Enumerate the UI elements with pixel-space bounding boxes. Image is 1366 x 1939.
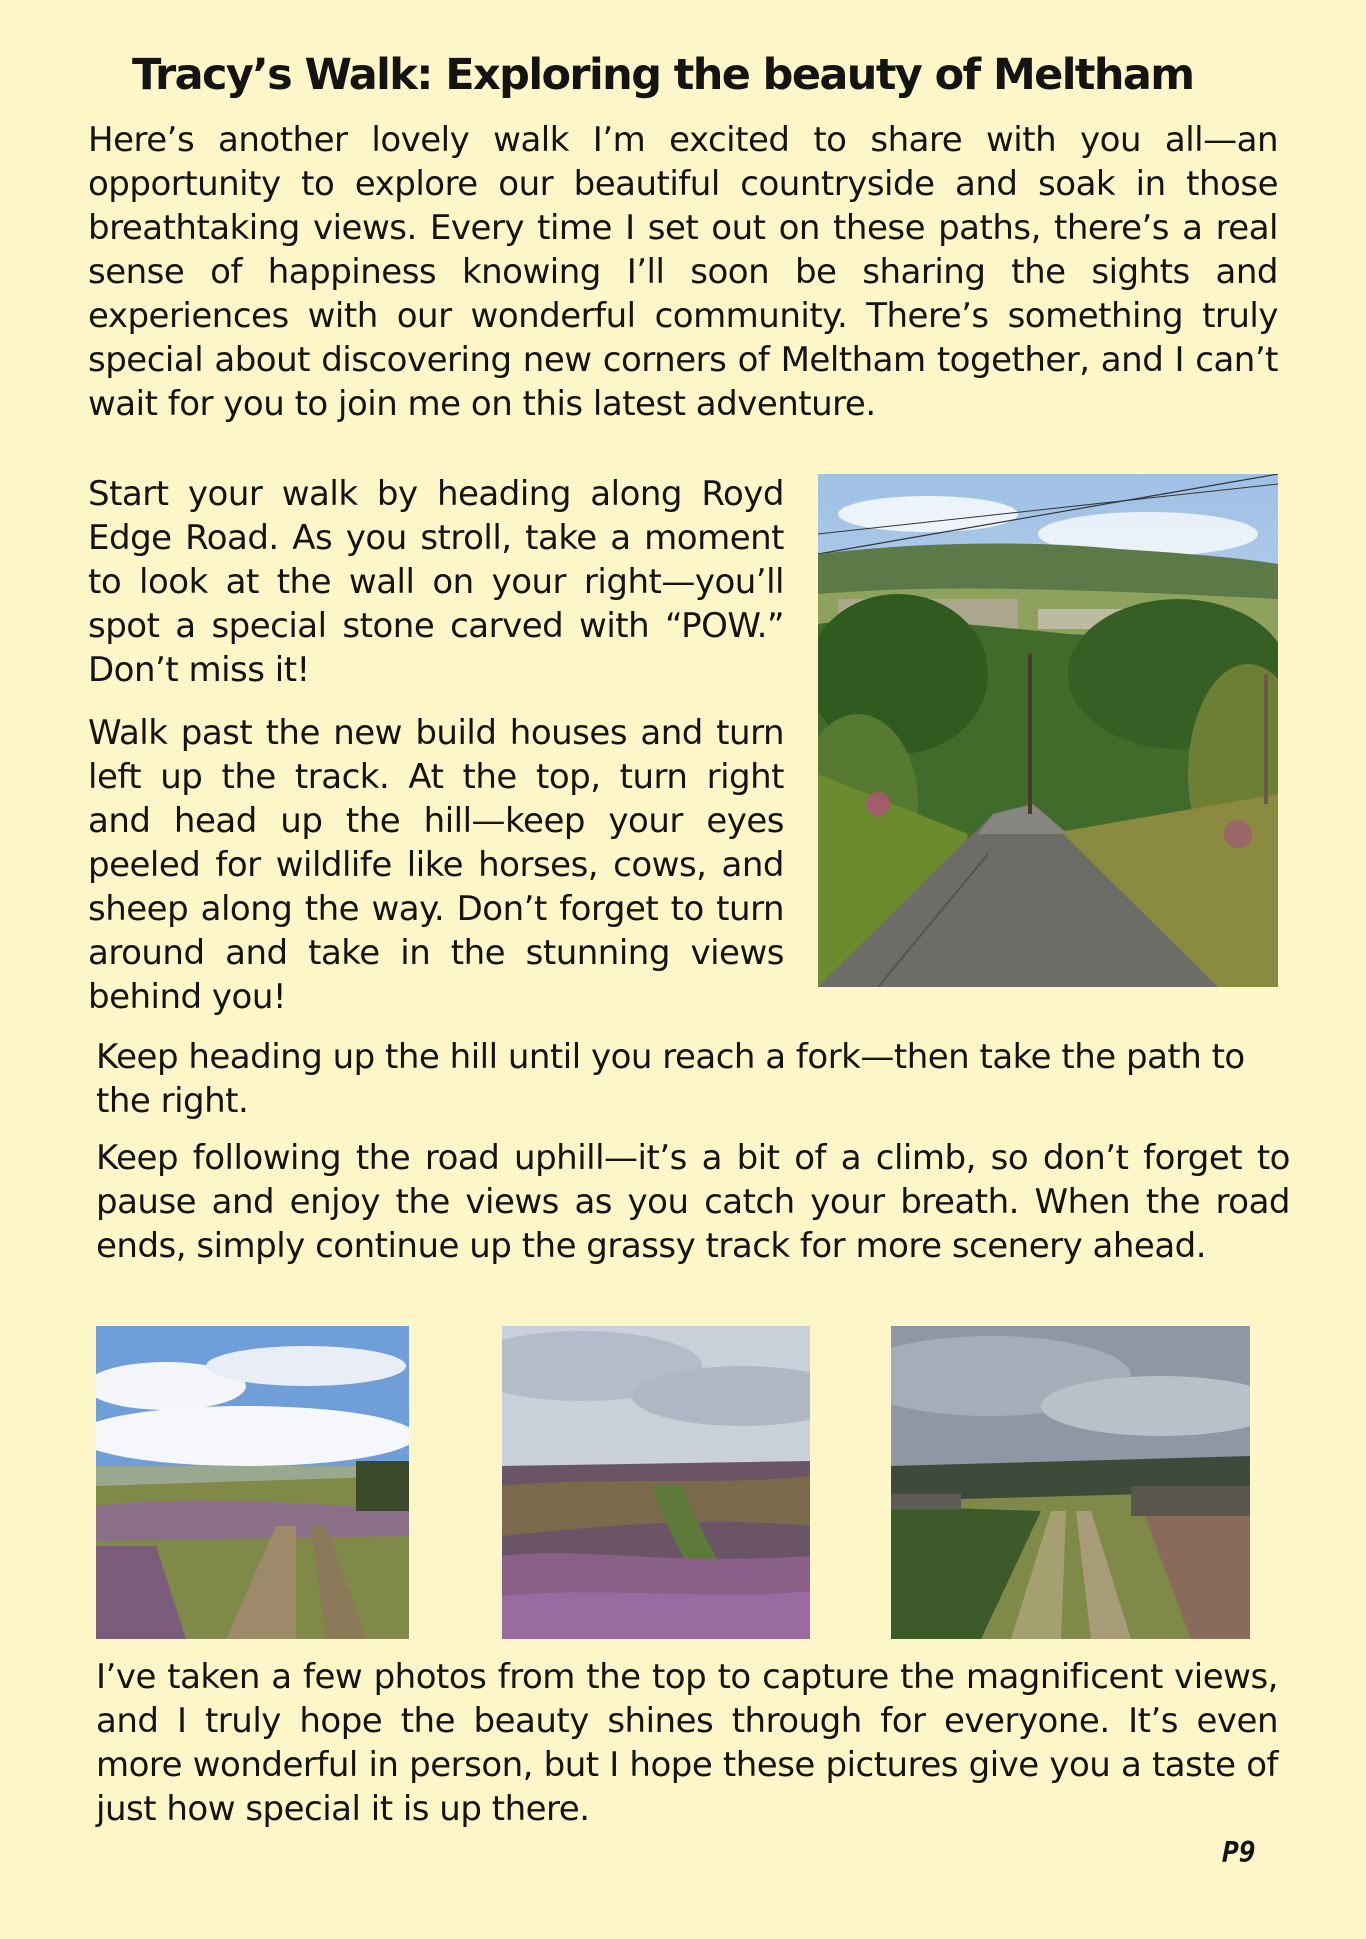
route-track-paragraph: Walk past the new build houses and turn left up the track. At the top, turn right and head up the hill—keep your eyes peeled for wildlife like horses, cows, and sheep along the way. Don’t forget to turn around and take in the stunning views behind you! <box>88 713 784 1017</box>
photo-country-road <box>818 474 1278 987</box>
intro-paragraph: Here’s another lovely walk I’m excited to share with you all—an opportunity to explore our beautiful countryside and soak in those breathtaking views. Every time I set out on these paths, there’s a real sense of happiness knowing I’ll soon be sharing the sights and experiences with our wonderful community. There’s something truly special about discovering new corners of Meltham together, and I can’t wait for you to join me on this latest adventure. <box>88 120 1278 424</box>
photo-grassy-path <box>891 1326 1250 1639</box>
uphill-paragraph: Keep following the road uphill—it’s a bit of a climb, so don’t forget to pause and enjoy the views as you catch your breath. When the road ends, simply continue up the grassy track for more scenery ahead. <box>96 1138 1290 1266</box>
fork-paragraph: Keep heading up the hill until you reach a fork—then take the path to the right. <box>96 1037 1245 1121</box>
closing-paragraph: I’ve taken a few photos from the top to capture the magnificent views, and I truly hope the beauty shines through for everyone. It’s even more wonderful in person, but I hope these pictures give you a taste of just how special it is up there. <box>96 1657 1278 1829</box>
page-number: P9 <box>1222 1836 1256 1869</box>
photo-heather-moor <box>502 1326 810 1639</box>
photo-moorland-track <box>96 1326 409 1639</box>
route-start-paragraph: Start your walk by heading along Royd Edge Road. As you stroll, take a moment to look at the wall on your right—you’ll spot a special stone carved with “POW.” Don’t miss it! <box>88 474 784 690</box>
article-title: Tracy’s Walk: Exploring the beauty of Meltham <box>132 50 1194 100</box>
